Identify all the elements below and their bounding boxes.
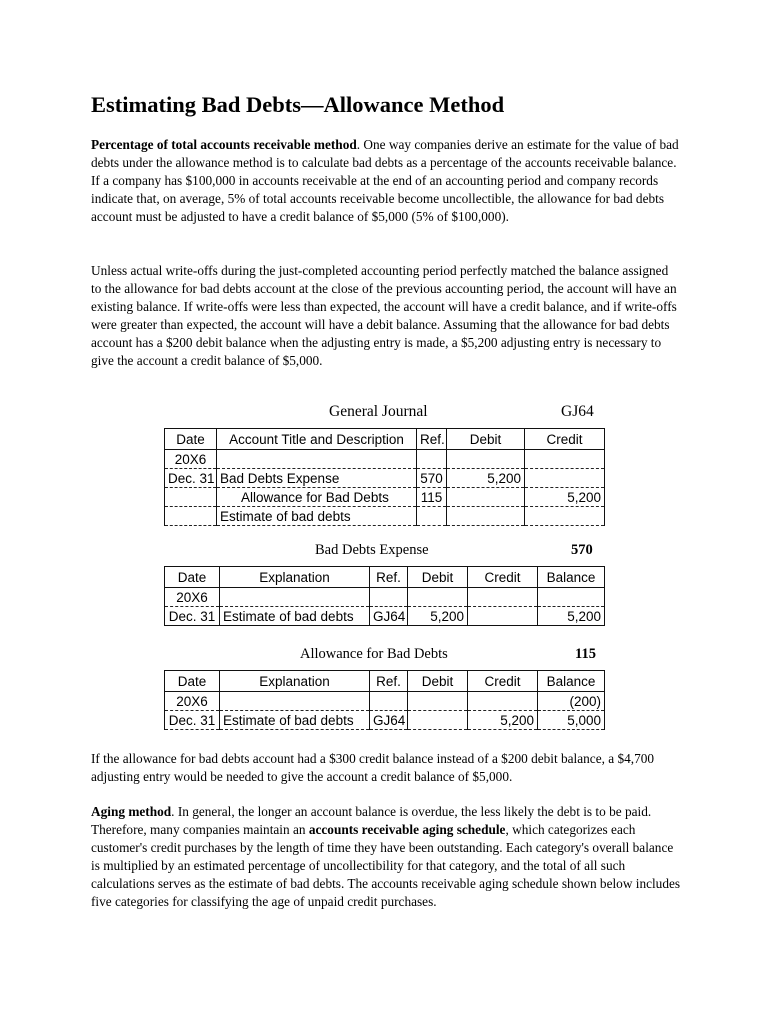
cell-credit bbox=[468, 588, 538, 607]
column-header: Ref. bbox=[417, 429, 447, 450]
cell-balance: 5,200 bbox=[538, 607, 605, 626]
cell-ref bbox=[370, 692, 408, 711]
table-row bbox=[165, 469, 605, 488]
ledger-title: Bad Debts Expense bbox=[315, 542, 429, 558]
paragraph-lead: Percentage of total accounts receivable method bbox=[91, 137, 357, 152]
cell-balance: 5,000 bbox=[538, 711, 605, 730]
paragraph-existing-balance: Unless actual write-offs during the just-completed accounting period perfectly matched the balance assigned to the allowance for bad debts account at the close of the previous accounting period, the account will have an existing balance. If write-offs were less than expected, the account will have a credit balance, and if write-offs were greater than expected, the account will have a debit balance. Assuming that the allowance for bad debts account has a $200 debit balance when the adjusting entry is made, a $5,200 adjusting entry is necessary to give the account a credit balance of $5,000. bbox=[91, 263, 677, 368]
cell-debit bbox=[408, 711, 468, 730]
cell-account bbox=[217, 450, 417, 469]
journal-title: General Journal bbox=[329, 403, 428, 420]
table-row bbox=[165, 711, 605, 730]
cell-credit bbox=[468, 692, 538, 711]
cell-credit bbox=[525, 507, 605, 526]
cell-explanation: Estimate of bad debts bbox=[220, 607, 370, 626]
column-header: Debit bbox=[408, 671, 468, 692]
cell-debit: 5,200 bbox=[408, 607, 468, 626]
ledger-account-number: 115 bbox=[575, 646, 596, 662]
cell-date: Dec. 31 bbox=[165, 607, 220, 626]
column-header: Date bbox=[165, 567, 220, 588]
cell-explanation bbox=[220, 588, 370, 607]
cell-ref bbox=[370, 588, 408, 607]
paragraph-text: , which categorizes each customer's credit purchases by the length of time they have been outstanding. Each category's overall balance is multiplied by an estimated percentage of uncollectibility for that category, and the total of all such calculations serves as the estimate of bad debts. The accounts receivable aging schedule shown below includes five categories for classifying the age of unpaid credit purchases. bbox=[91, 822, 681, 909]
column-header: Date bbox=[165, 429, 217, 450]
cell-debit bbox=[447, 450, 525, 469]
cell-credit: 5,200 bbox=[525, 488, 605, 507]
column-header: Ref. bbox=[370, 671, 408, 692]
cell-credit bbox=[525, 450, 605, 469]
cell-account: Allowance for Bad Debts bbox=[217, 488, 417, 507]
paragraph-percentage-method bbox=[91, 136, 681, 226]
column-header: Debit bbox=[447, 429, 525, 450]
column-header: Debit bbox=[408, 567, 468, 588]
table-row bbox=[165, 588, 605, 607]
cell-date bbox=[165, 507, 217, 526]
cell-balance: (200) bbox=[538, 692, 605, 711]
cell-account: Estimate of bad debts bbox=[217, 507, 417, 526]
paragraph-credit-balance-case: If the allowance for bad debts account had a $300 credit balance instead of a $200 debit balance, a $4,700 adjusting entry would be needed to give the account a credit balance of $5,000. bbox=[91, 751, 655, 784]
cell-credit bbox=[525, 469, 605, 488]
cell-date: 20X6 bbox=[165, 450, 217, 469]
cell-debit bbox=[447, 507, 525, 526]
ledger-header-row bbox=[165, 671, 605, 692]
paragraph-term: accounts receivable aging schedule bbox=[308, 822, 506, 837]
cell-balance bbox=[538, 588, 605, 607]
cell-ref bbox=[417, 507, 447, 526]
table-row bbox=[165, 450, 605, 469]
cell-ref: 115 bbox=[417, 488, 447, 507]
cell-explanation: Estimate of bad debts bbox=[220, 711, 370, 730]
cell-date: Dec. 31 bbox=[165, 711, 220, 730]
paragraph-text: . One way companies derive an estimate for the value of bad debts under the allowance method is to calculate bad debts as a percentage of the accounts receivable balance. If a company has $100,000 in accounts receivable at the end of an accounting period and company records indicate that, on average, 5% of total accounts receivable become uncollectible, the allowance for bad debts account must be adjusted to have a credit balance of $5,000 (5% of $100,000). bbox=[91, 137, 679, 224]
table-row bbox=[165, 488, 605, 507]
cell-date bbox=[165, 488, 217, 507]
cell-explanation bbox=[220, 692, 370, 711]
ledger-header-row bbox=[165, 567, 605, 588]
paragraph-text: . In general, the longer an account balance is overdue, the less likely the debt is to be paid. Therefore, many companies maintain an bbox=[91, 804, 652, 837]
cell-date: 20X6 bbox=[165, 588, 220, 607]
ledger-title: Allowance for Bad Debts bbox=[300, 646, 448, 662]
cell-debit bbox=[408, 692, 468, 711]
column-header: Account Title and Description bbox=[217, 429, 417, 450]
allowance-ledger-table bbox=[164, 670, 605, 730]
journal-number: GJ64 bbox=[561, 403, 594, 420]
table-row bbox=[165, 692, 605, 711]
column-header: Balance bbox=[538, 671, 605, 692]
column-header: Balance bbox=[538, 567, 605, 588]
cell-date: 20X6 bbox=[165, 692, 220, 711]
column-header: Explanation bbox=[220, 671, 370, 692]
cell-ref bbox=[417, 450, 447, 469]
journal-table bbox=[164, 428, 605, 526]
ledger-account-number: 570 bbox=[571, 542, 593, 558]
table-row bbox=[165, 507, 605, 526]
column-header: Credit bbox=[468, 567, 538, 588]
column-header: Credit bbox=[525, 429, 605, 450]
journal-header-row bbox=[165, 429, 605, 450]
paragraph-lead: Aging method bbox=[91, 804, 172, 819]
cell-debit: 5,200 bbox=[447, 469, 525, 488]
column-header: Ref. bbox=[370, 567, 408, 588]
cell-account: Bad Debts Expense bbox=[217, 469, 417, 488]
cell-ref: GJ64 bbox=[370, 607, 408, 626]
page-title: Estimating Bad Debts—Allowance Method bbox=[91, 92, 505, 117]
cell-ref: GJ64 bbox=[370, 711, 408, 730]
column-header: Explanation bbox=[220, 567, 370, 588]
cell-debit bbox=[408, 588, 468, 607]
column-header: Credit bbox=[468, 671, 538, 692]
cell-ref: 570 bbox=[417, 469, 447, 488]
cell-credit: 5,200 bbox=[468, 711, 538, 730]
column-header: Date bbox=[165, 671, 220, 692]
table-row bbox=[165, 607, 605, 626]
cell-debit bbox=[447, 488, 525, 507]
cell-date: Dec. 31 bbox=[165, 469, 217, 488]
cell-credit bbox=[468, 607, 538, 626]
paragraph-aging-method bbox=[91, 803, 681, 911]
expense-ledger-table bbox=[164, 566, 605, 626]
